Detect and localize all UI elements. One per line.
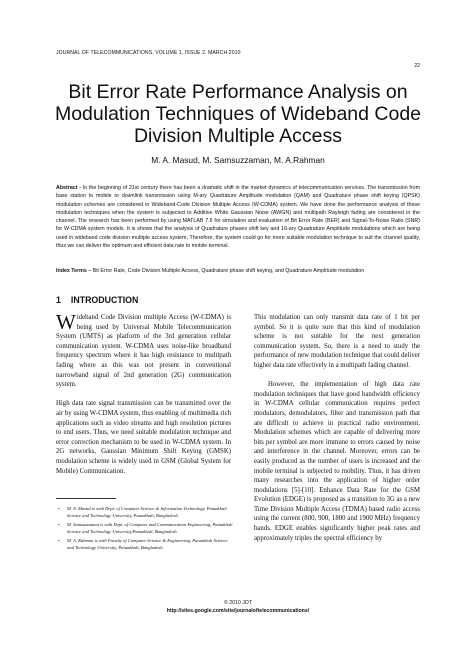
footnote-rule [56,498,116,499]
journal-header: JOURNAL OF TELECOMMUNICATIONS, VOLUME 1, ISSUE 2, MARCH 2010 [56,50,241,56]
footnote-text: M. A. Masud is with Dept. of Computer Science & Information Technology, Patuakhali Science and Technology University, Patuakhali, Bangladesh. [67,506,227,518]
section-number: 1 [56,295,61,305]
footnote-item [56,521,234,535]
intro-paragraph-2: High data rate signal transmission can be transmitted over the air by using W-CDMA system, thus enabling of multimedia rich applications such as video streams and high resolution pictures to end users. Thus, we need suitable modulation technique and error correction mechanism to be used in W-CDMA system. In 2G networks, Gaussian Minimum Shift Keying (GMSK) modulation scheme is widely used in GSM (Global System for Mobile) Communication. [56,400,231,475]
copyright-notice: © 2010 JOT [223,600,253,606]
index-terms-text: Bit Error Rate, Code Division Multiple Access, Quadrature phase shift keying, and Quadrature Amplitude modulation [92,268,365,274]
page-number: 22 [414,63,420,69]
section-heading [56,296,148,305]
footnote-item [56,537,234,551]
bullet-icon: • [58,522,60,527]
right-column [254,313,420,543]
footnote-item [56,505,234,519]
abstract [56,184,420,250]
abstract-label: Abstract - [56,185,81,191]
author-list: M. A. Masud, M. Samsuzzaman, M. A.Rahman [151,155,325,165]
intro-paragraph-3: This modulation can only transmit data rate of 1 bit per symbol. So it is quite sure that this kind of modulation scheme is not suitable for the next generation communication system. So, there is a need to study the performance of new modulation technique that could deliver higher data rate effectively in a multipath fading channel. [254,314,420,369]
index-terms [56,267,420,275]
section-title: INTRODUCTION [70,295,139,305]
intro-paragraph-1 [56,310,231,390]
journal-url[interactable]: http://sites.google.com/site/journaloftelecommunications/ [166,608,310,614]
intro-paragraph-1-text: ideband Code Division multiple Access (W-CDMA) is being used by Universal Mobile Telecommunication System (UMTS) as platform of the 3rd generation cellular communication system. W-CDMA uses noise-like broadband frequency spectrum where it has high resistance to multipath fading where as this was not present in conventional narrowband signal of 2nd generation (2G) communication system. [56,314,231,389]
abstract-text: In the beginning of 21st century there has been a dramatic shift in the market dynamics of telecommunication services. The transmission from base station to mobile or downlink transmission using M-ary Quadrature Amplitude modulation (QAM) and Quadrature phase shift keying (QPSK) modulation schemes are considered in Wideband-Code Division Multiple Access (W-CDMA) system. We have done the performance analysis of these modulation techniques when the system is subjected to Additive White Gaussian Noise (AWGN) and multipath Rayleigh fading are considered in the channel. The research has been performed by using MATLAB 7.6 for simulation and evaluation of Bit Error Rate (BER) and Signal-To-Noise Ratio (SNR) for W-CDMA system models. It is shows that the analysis of Quadrature phases shift key and 16-ary Quadrature Amplitude modulations which are being used in wideband code division multiple access system, Therefore, the system could go for more suitable modulation technique to suit the channel quality, thus we can deliver the optimum and efficient data rate to mobile terminal. [56,185,420,249]
bullet-icon: • [58,538,60,543]
drop-cap: W [56,310,76,334]
left-column [56,310,231,476]
intro-paragraph-4: However, the implementation of high data rate modulation techniques that have good bandwidth efficiency in W-CDMA cellular communication requires perfect modulators, demodulators, filter and transmission path that are difficult to achieve in practical radio environment. Modulation schemes which are capable of delivering more bits per symbol are more immune to errors caused by noise and interference in the channel. Moreover, errors can be easily produced as the number of users is increased and the mobile terminal is subjected to mobility. Thus, it has driven many researches into the application of higher order modulations [5]-[10]. Enhance Data Rate for the GSM Evolution (EDGE) is proposed as a transition to 3G as a new Time Division Multiple Access (TDMA) based radio access using the current (800, 900, 1800 and 1900 MHz) frequency bands. EDGE enables significantly higher peak rates and approximately triples the spectral efficiency by [254,381,420,542]
bullet-icon: • [58,506,60,511]
paper-title: Bit Error Rate Performance Analysis on Modulation Techniques of Wideband Code Division Multiple Access [54,81,422,147]
footnote-text: M. A. Rahman is with Faculty of Computer Science & Engineering, Patuakhali Science and Technology University, Patuakhali, Bangladesh. [67,538,228,550]
index-terms-label: Index Terms – [56,268,92,274]
author-footnotes [56,505,234,553]
footnote-text: M. Samsuzzaman is with Dept. of Computer and Communication Engineering, Patuakhali Science and Technology University,Patuakhali, Bangladesh. [67,522,233,534]
